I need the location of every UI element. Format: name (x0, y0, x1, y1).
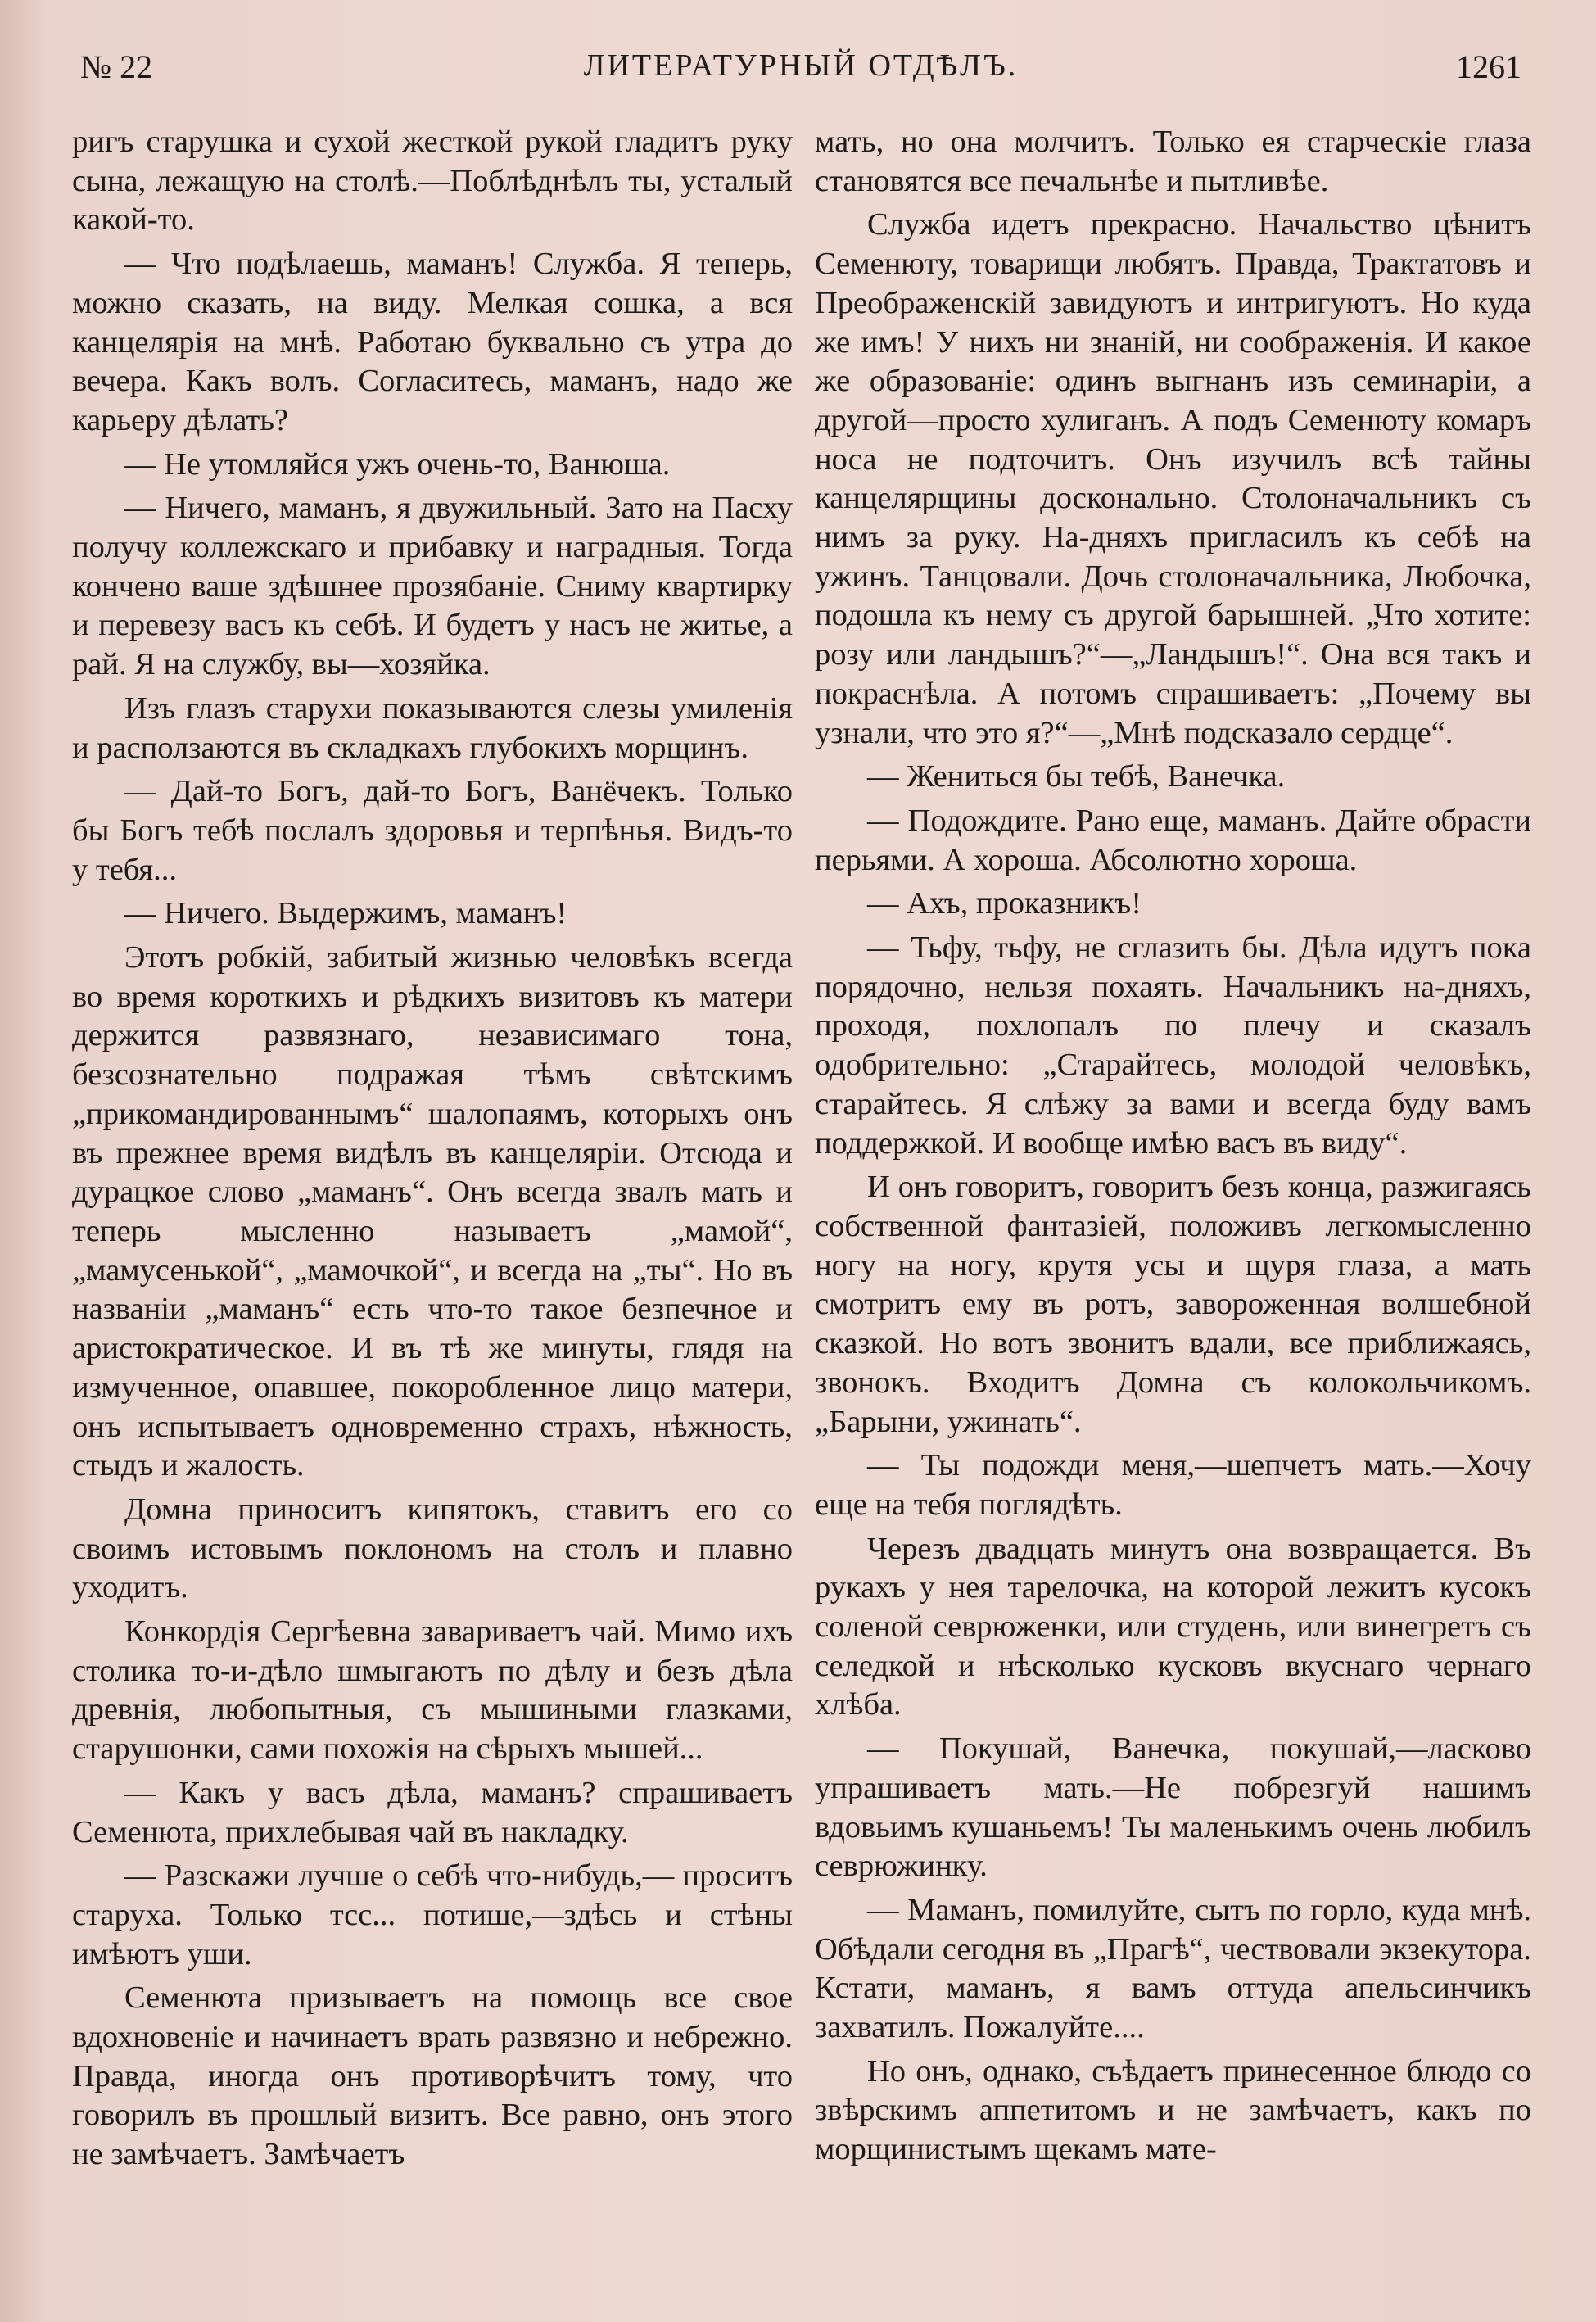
paragraph: Домна приноситъ кипятокъ, ставитъ его со своимъ истовымъ поклономъ на столъ и плавно уходитъ. (72, 1491, 793, 1605)
paragraph: — Что подѣлаешь, маманъ! Служба. Я теперь, можно сказать, на виду. Мелкая сошка, а вся канцелярія на мнѣ. Работаю буквально съ утра до вечера. Какъ волъ. Согласитесь, маманъ, надо же карьеру дѣлать? (72, 247, 793, 437)
paragraph: Черезъ двадцать минутъ она возвращается. Въ рукахъ у нея тарелочка, на которой лежитъ кусокъ соленой севрюженки, или студень, или винегретъ съ селедкой и нѣсколько кусковъ вкуснаго чернаго хлѣба. (815, 1531, 1531, 1722)
paragraph: — Разскажи лучше о себѣ что-нибудь,— проситъ старуха. Только тсс... потише,—здѣсь и стѣны имѣютъ уши. (72, 1858, 793, 1971)
right-column (815, 123, 1531, 2175)
paragraph: Служба идетъ прекрасно. Начальство цѣнитъ Семенюту, товарищи любятъ. Правда, Трактатовъ и Преображенскій завидуютъ и интригуютъ. Но куда же имъ! У нихъ ни знаній, ни соображенія. И какое же образованіе: одинъ выгнанъ изъ семинаріи, а другой—просто хулиганъ. А подъ Семенюту комаръ носа не подточитъ. Онъ изучилъ всѣ тайны канцелярщины досконально. Столоначальникъ съ нимъ за руку. На-дняхъ пригласилъ къ себѣ на ужинъ. Танцовали. Дочь столоначальника, Любочка, подошла къ нему съ другой барышней. „Что хотите: розу или ландышъ?“—„Ландышъ!“. Она вся такъ и покраснѣла. А потомъ спрашиваетъ: „Почему вы узнали, что это я?“—„Мнѣ подсказало сердце“. (815, 207, 1531, 750)
issue-number: № 22 (80, 48, 153, 85)
paragraph: ригъ старушка и сухой жесткой рукой гладитъ руку сына, лежащую на столѣ.—Поблѣднѣлъ ты, усталый какой-то. (72, 124, 793, 238)
paragraph: — Дай-то Богъ, дай-то Богъ, Ванёчекъ. Только бы Богъ тебѣ послалъ здоровья и терпѣнья. Видъ-то у тебя... (72, 774, 793, 887)
paragraph: — Жениться бы тебѣ, Ванечка. (867, 759, 1286, 794)
paragraph: — Какъ у васъ дѣла, маманъ? спрашиваетъ Семенюта, прихлебывая чай въ накладку. (72, 1775, 793, 1849)
paragraph: — Ахъ, проказникъ! (867, 886, 1142, 921)
paragraph: мать, но она молчитъ. Только ея старческіе глаза становятся все печальнѣе и пытливѣе. (815, 124, 1531, 198)
paragraph: Изъ глазъ старухи показываются слезы умиленія и расползаются въ складкахъ глубокихъ морщинъ. (72, 690, 793, 765)
paragraph: И онъ говоритъ, говоритъ безъ конца, разжигаясь собственной фантазіей, положивъ легкомысленно ногу на ногу, крутя усы и щуря глаза, а мать смотритъ ему въ ротъ, завороженная волшебной сказкой. Но вотъ звонитъ вдали, все приближаясь, звонокъ. Входитъ Домна съ колокольчикомъ. „Барыни, ужинать“. (815, 1170, 1531, 1439)
paragraph: — Ты подожди меня,—шепчетъ мать.—Хочу еще на тебя поглядѣть. (815, 1448, 1531, 1522)
left-column (72, 123, 793, 2179)
paragraph: — Не утомляйся ужъ очень-то, Ванюша. (124, 446, 671, 482)
paragraph: Семенюта призываетъ на помощь все свое вдохновеніе и начинаетъ врать развязно и небрежно. Правда, иногда онъ противорѣчитъ тому, что говорилъ въ прошлый визитъ. Все равно, онъ этого не замѣчаетъ. Замѣчаетъ (72, 1980, 793, 2172)
paragraph: — Подождите. Рано еще, маманъ. Дайте обрасти перьями. А хороша. Абсолютно хороша. (815, 803, 1531, 877)
page-header (80, 48, 1521, 97)
paragraph: — Ничего, маманъ, я двужильный. Зато на Пасху получу коллежскаго и прибавку и наградныя. Тогда кончено ваше здѣшнее прозябаніе. Сниму квартирку и перевезу васъ къ себѣ. И будетъ у насъ не житье, а рай. Я на службу, вы—хозяйка. (72, 491, 793, 682)
paragraph: Этотъ робкій, забитый жизнью человѣкъ всегда во время короткихъ и рѣдкихъ визитовъ къ матери держится развязнаго, независимаго тона, безсознательно подражая тѣмъ свѣтскимъ „прикомандированнымъ“ шалопаямъ, которыхъ онъ въ прежнее время видѣлъ въ канцеляріи. Отсюда и дурацкое слово „маманъ“. Онъ всегда звалъ мать и теперь мысленно называетъ „мамой“, „мамусенькой“, „мамочкой“, и всегда на „ты“. Но въ названіи „маманъ“ есть что-то такое безпечное и аристократическое. И въ тѣ же минуты, глядя на измученное, опавшее, покоробленное лицо матери, онъ испытываетъ одновременно страхъ, нѣжность, стыдъ и жалость. (72, 940, 793, 1483)
section-title: ЛИТЕРАТУРНЫЙ ОТДѢЛЪ. (583, 48, 1019, 83)
paragraph: — Маманъ, помилуйте, сытъ по горло, куда мнѣ. Обѣдали сегодня въ „Прагѣ“, чествовали экзекутора. Кстати, маманъ, я вамъ оттуда апельсинчикъ захватилъ. Пожалуйте.... (815, 1892, 1531, 2045)
paragraph: — Тьфу, тьфу, не сглазить бы. Дѣла идутъ пока порядочно, нельзя похаять. Начальникъ на-дняхъ, проходя, похлопалъ по плечу и сказалъ одобрительно: „Старайтесь, молодой человѣкъ, старайтесь. Я слѣжу за вами и всегда буду вамъ поддержкой. И вообще имѣю васъ въ виду“. (815, 930, 1531, 1161)
page-number: 1261 (1456, 48, 1521, 85)
paragraph: — Покушай, Ванечка, покушай,—ласково упрашиваетъ мать.—Не побрезгуй нашимъ вдовьимъ кушаньемъ! Ты маленькимъ очень любилъ севрюжинку. (815, 1731, 1531, 1884)
paragraph: Конкордія Сергѣевна завариваетъ чай. Мимо ихъ столика то-и-дѣло шмыгаютъ по дѣлу и безъ дѣла древнія, любопытныя, съ мышиными глазками, старушонки, сами похожія на сѣрыхъ мышей... (72, 1614, 793, 1767)
paragraph: Но онъ, однако, съѣдаетъ принесенное блюдо со звѣрскимъ аппетитомъ и не замѣчаетъ, какъ по морщинистымъ щекамъ мате- (815, 2053, 1531, 2167)
paragraph: — Ничего. Выдержимъ, маманъ! (124, 896, 567, 931)
